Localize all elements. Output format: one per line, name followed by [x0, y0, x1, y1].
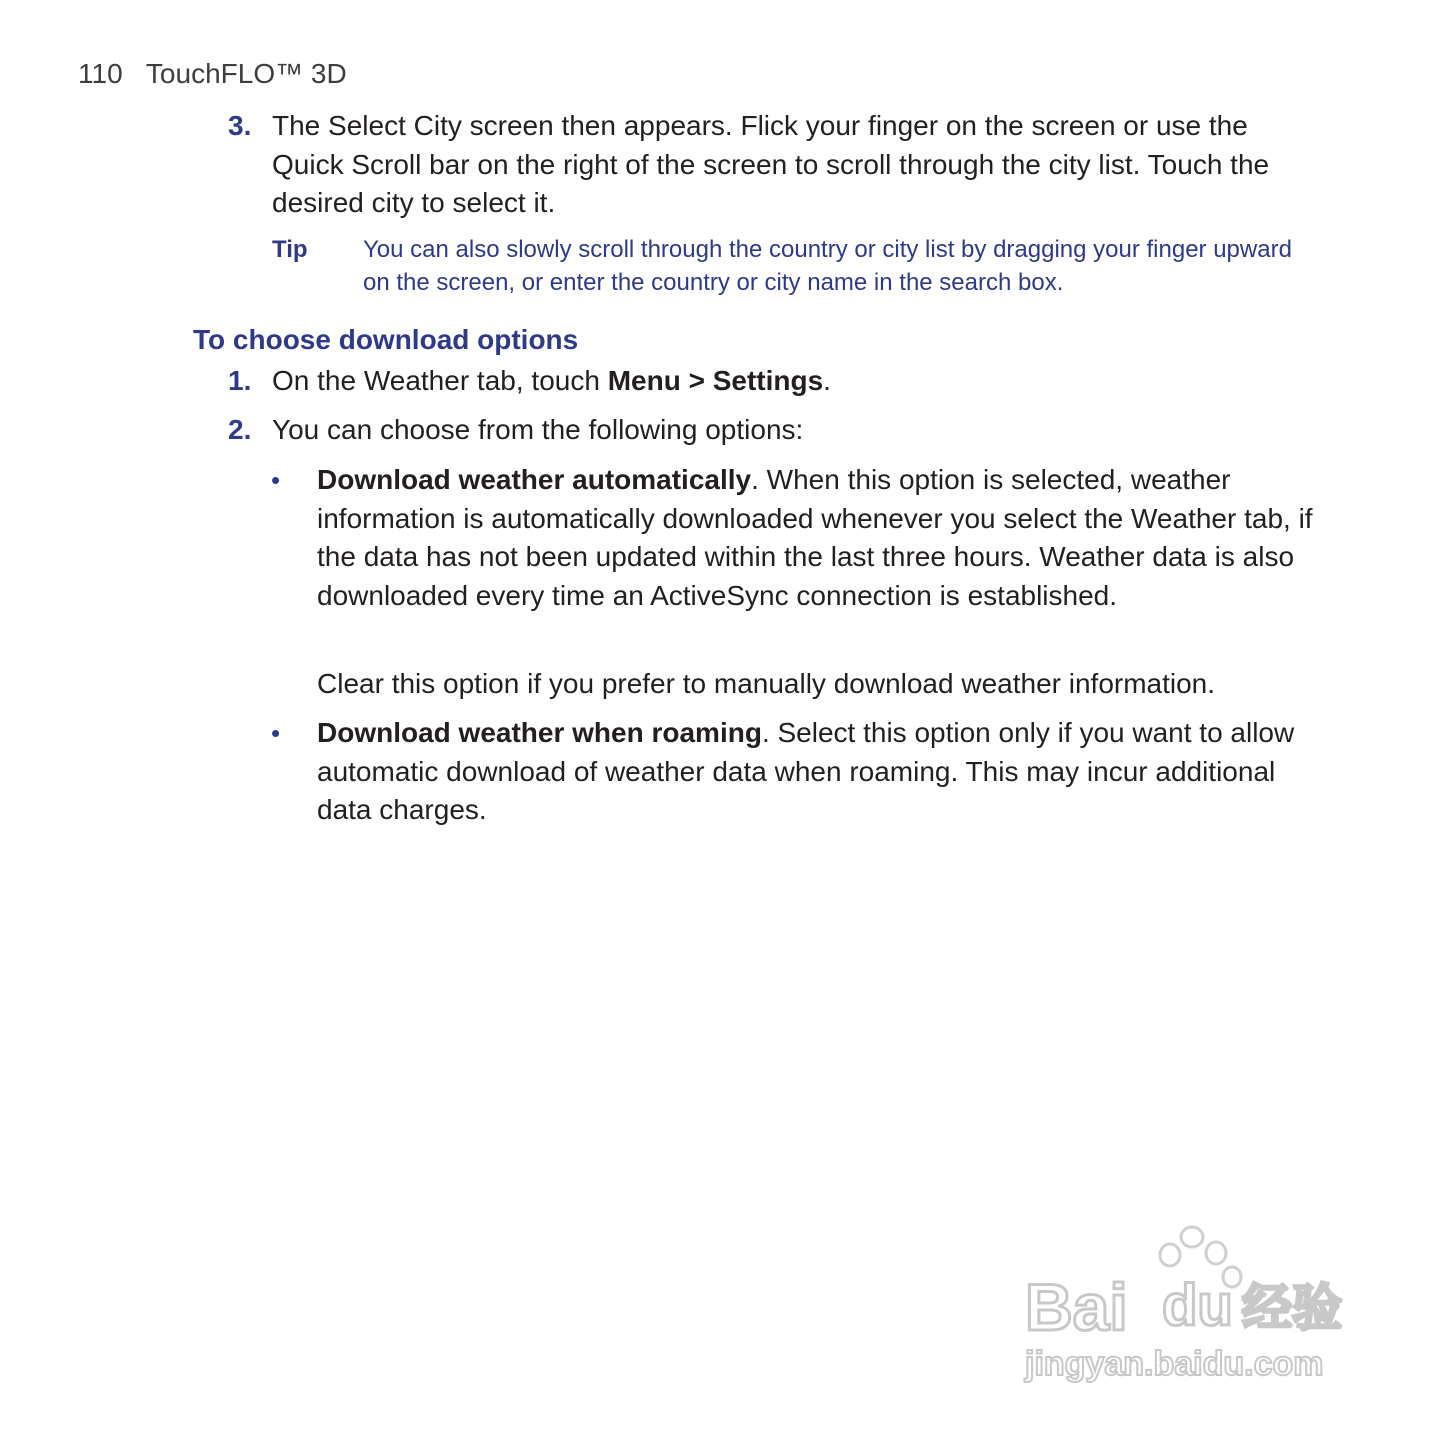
- step-number: 3.: [228, 110, 252, 141]
- bullet-icon: •: [271, 718, 281, 748]
- tip-label: Tip: [272, 236, 308, 263]
- option-note: Clear this option if you prefer to manually download weather information.: [317, 668, 1216, 699]
- chapter-title: TouchFLO™ 3D: [145, 58, 347, 89]
- option-text: . When this option is selected, weather information is automatically downloaded whenever you select the Weather tab, if the data has not been updated within the last three hours. Weather data is also downloaded every time an ActiveSync connection is established.: [317, 464, 1313, 611]
- watermark-cn: 经验: [1242, 1279, 1342, 1337]
- option-title: Download weather automatically: [317, 464, 752, 495]
- page-number: 110: [78, 58, 123, 89]
- step-text: The Select City screen then appears. Flick your finger on the screen or use the Quick Scroll bar on the right of the screen to scroll through the city list. Touch the desired city to select it.: [272, 110, 1270, 218]
- step-1: [228, 362, 1312, 401]
- step-text-suffix: .: [823, 365, 831, 396]
- option-download-automatically: [271, 461, 1317, 615]
- watermark-brand-right: du: [1162, 1273, 1233, 1338]
- option-text: . Select this option only if you want to allow automatic download of weather data when roaming. This may incur additional data charges.: [317, 717, 1295, 825]
- step-3: [228, 107, 1312, 223]
- step-2: [228, 411, 1312, 450]
- watermark-url: jingyan.baidu.com: [1025, 1345, 1324, 1383]
- bullet-icon: •: [271, 465, 281, 495]
- section-heading: To choose download options: [193, 324, 579, 355]
- option-title: Download weather when roaming: [317, 717, 762, 748]
- option-download-roaming: [271, 714, 1317, 830]
- step-number: 2.: [228, 414, 252, 445]
- baidu-watermark: [1020, 1225, 1360, 1395]
- tip-text: You can also slowly scroll through the country or city list by dragging your finger upward on the screen, or enter the country or city name in the search box.: [363, 236, 1292, 296]
- running-head: [78, 58, 347, 90]
- step-menu-path: Menu > Settings: [607, 365, 824, 396]
- tip-note: [272, 233, 1312, 299]
- watermark-brand-left: Bai: [1025, 1270, 1128, 1344]
- step-text-prefix: On the Weather tab, touch: [272, 365, 608, 396]
- step-number: 1.: [228, 365, 252, 396]
- step-text: You can choose from the following options:: [272, 414, 804, 445]
